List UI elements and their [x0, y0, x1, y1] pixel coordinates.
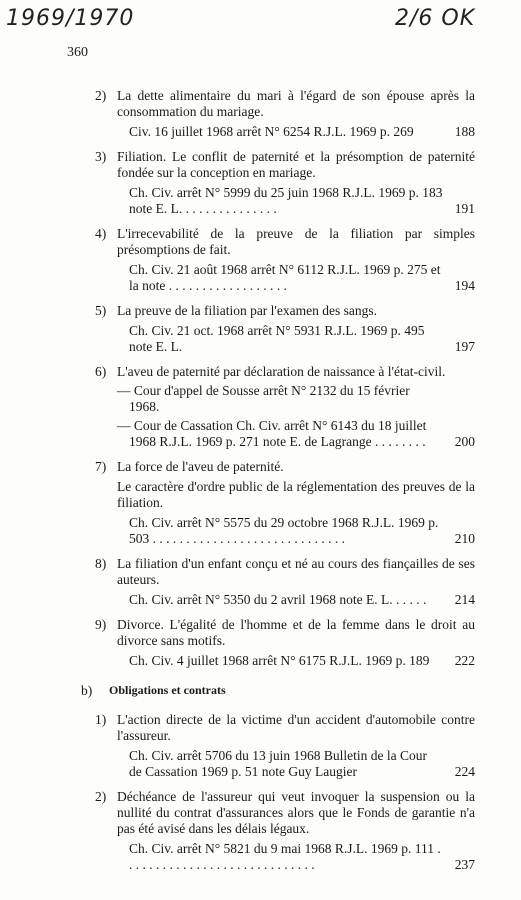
- handwritten-year: 1969/1970: [6, 6, 135, 31]
- list-item: [95, 88, 475, 140]
- entry-number: 3): [95, 149, 107, 164]
- entry-title: L'irrecevabilité de la preuve de la filiation par simples présomptions de fait.: [117, 226, 475, 257]
- entry-number: 5): [95, 303, 107, 318]
- entry-subtitle: Le caractère d'ordre public de la réglementation des preuves de la filiation.: [117, 479, 475, 510]
- leader-dots: . . . . . . . . . . . . . . . . . .: [168, 278, 287, 293]
- entry-page: 210: [454, 531, 475, 546]
- entry-reference: [95, 262, 475, 294]
- reference-cassation: [95, 418, 475, 450]
- entry-reference: [95, 748, 475, 780]
- entry-title: Déchéance de l'assureur qui veut invoquer la suspension ou la nullité du contrat d'assurances alors que le Fonds de garantie n'a pas été avisé dans les délais légaux.: [117, 789, 475, 836]
- entry-number: 7): [95, 459, 107, 474]
- leader-dots: . . . . . . . .: [374, 434, 426, 449]
- list-item: [95, 459, 475, 547]
- entry-number: 1): [95, 712, 107, 727]
- entry-reference: [95, 592, 475, 608]
- section-heading: [81, 683, 475, 698]
- handwritten-mark: 2/6 OK: [395, 6, 476, 31]
- entry-title: La dette alimentaire du mari à l'égard de son épouse après la consommation du mariage.: [117, 88, 475, 119]
- entry-title: La force de l'aveu de paternité.: [117, 459, 284, 474]
- entry-page: 197: [454, 339, 475, 354]
- reference-text: Civ. 16 juillet 1968 arrêt N° 6254 R.J.L. 1969 p. 269: [129, 124, 414, 139]
- list-item: [95, 556, 475, 608]
- list-item: [95, 226, 475, 294]
- entry-reference: [95, 515, 475, 547]
- entry-page: 224: [454, 764, 475, 779]
- reference-text: Ch. Civ. arrêt N° 5821 du 9 mai 1968 R.J.L. 1969 p. 111: [129, 841, 435, 856]
- reference-text: Ch. Civ. 21 oct. 1968 arrêt N° 5931 R.J.L. 1969 p. 495 note E. L.: [129, 323, 425, 354]
- reference-text: Ch. Civ. arrêt N° 5575 du 29 octobre 1968 R.J.L. 1969 p. 503: [129, 515, 439, 546]
- entry-page: 191: [454, 201, 475, 216]
- reference-appeal: — Cour d'appel de Sousse arrêt N° 2132 du 15 février 1968.: [117, 383, 410, 414]
- entry-title: La preuve de la filiation par l'examen des sangs.: [117, 303, 377, 318]
- reference-text: Ch. Civ. arrêt N° 5999 du 25 juin 1968 R.J.L. 1969 p. 183 note E. L.: [129, 185, 443, 216]
- entry-reference: [95, 185, 475, 217]
- entry-page: 237: [454, 857, 475, 872]
- reference-text: Ch. Civ. 21 août 1968 arrêt N° 6112 R.J.L. 1969 p. 275 et la note: [129, 262, 441, 293]
- entry-reference: [95, 653, 475, 669]
- list-item: [95, 303, 475, 355]
- entry-title: Divorce. L'égalité de l'homme et de la femme dans le droit au divorce sans motifs.: [117, 617, 475, 648]
- entry-page: 200: [454, 434, 475, 449]
- entry-page: 194: [454, 278, 475, 293]
- reference-text: Ch. Civ. arrêt 5706 du 13 juin 1968 Bulletin de la Cour de Cassation 1969 p. 51 note Guy Laugier: [129, 748, 427, 779]
- entry-number: 2): [95, 88, 107, 103]
- list-item: [95, 789, 475, 873]
- reference-text: Ch. Civ. 4 juillet 1968 arrêt N° 6175 R.J.L. 1969 p. 189: [129, 653, 430, 668]
- entry-title: Filiation. Le conflit de paternité et la présomption de paternité fondée sur la conception en mariage.: [117, 149, 475, 180]
- entry-reference: [95, 841, 475, 873]
- entry-title: L'aveu de paternité par déclaration de naissance à l'état-civil.: [117, 364, 446, 379]
- list-item: [95, 712, 475, 780]
- entry-page: 188: [454, 124, 475, 139]
- reference-text: Ch. Civ. arrêt N° 5350 du 2 avril 1968 note E. L.: [129, 592, 393, 607]
- list-item: [95, 149, 475, 217]
- leader-dots: . . . . .: [395, 592, 427, 607]
- entry-title: L'action directe de la victime d'un accident d'automobile contre l'assureur.: [117, 712, 475, 743]
- entry-number: 6): [95, 364, 107, 379]
- entry-number: 4): [95, 226, 107, 241]
- reference-text: — Cour de Cassation Ch. Civ. arrêt N° 6143 du 18 juillet 1968 R.J.L. 1969 p. 271 note E. de Lagrange: [117, 418, 427, 449]
- entry-number: 9): [95, 617, 107, 632]
- entry-reference: [95, 323, 475, 355]
- leader-dots: . . . . . . . . . . . . . . . . . . . . . . . . . . . . .: [129, 841, 441, 872]
- section-label: b): [81, 683, 93, 698]
- section-title: Obligations et contrats: [109, 683, 226, 697]
- entry-title: La filiation d'un enfant conçu et né au cours des fiançailles de ses auteurs.: [117, 556, 475, 587]
- leader-dots: . . . . . . . . . . . . . . . . . . . . . . . . . . . . .: [152, 531, 345, 546]
- leader-dots: . . . . . . . . . . . . . .: [185, 201, 277, 216]
- entry-reference: [95, 124, 475, 140]
- entry-number: 2): [95, 789, 107, 804]
- entry-page: 222: [454, 653, 475, 668]
- entry-number: 8): [95, 556, 107, 571]
- list-item: [95, 364, 475, 450]
- entry-page: 214: [454, 592, 475, 607]
- list-item: [95, 617, 475, 669]
- page-number: 360: [67, 45, 88, 60]
- index-content: [81, 88, 475, 882]
